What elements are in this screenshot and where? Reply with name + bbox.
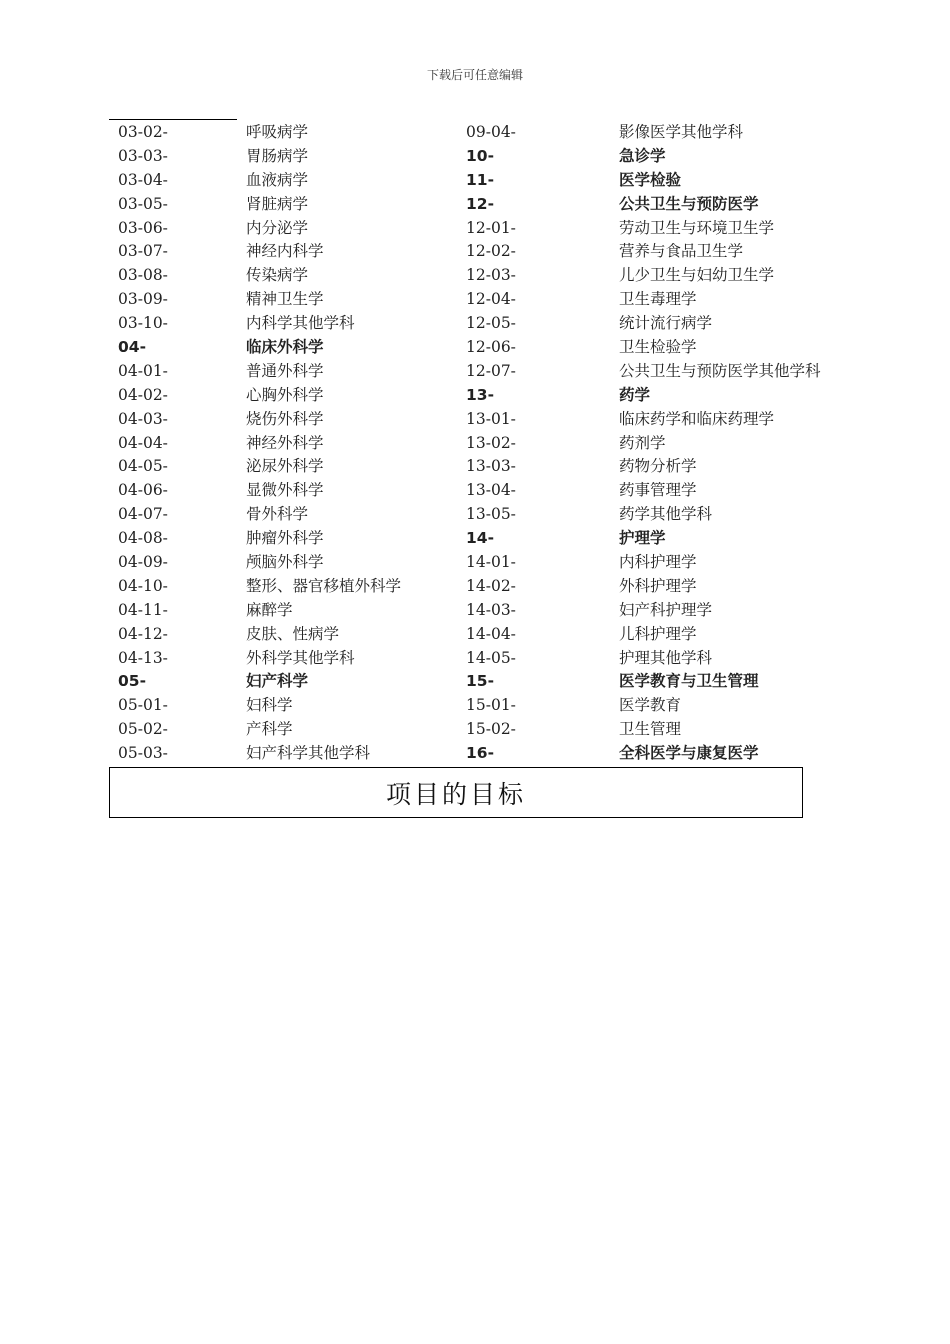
discipline-row — [466, 408, 886, 432]
discipline-code: 14-02- — [466, 576, 516, 595]
discipline-code: 04-09- — [118, 553, 168, 572]
discipline-code: 12- — [466, 194, 495, 213]
discipline-name: 显微外科学 — [246, 481, 324, 500]
discipline-name: 影像医学其他学科 — [619, 123, 744, 141]
discipline-row — [118, 169, 448, 193]
discipline-code: 04-05- — [118, 457, 168, 476]
discipline-row — [118, 623, 448, 647]
category-row — [118, 670, 448, 694]
discipline-name: 精神卫生学 — [246, 290, 324, 309]
discipline-name: 内分泌学 — [246, 218, 309, 237]
discipline-code: 12-01- — [466, 218, 516, 237]
category-row — [118, 336, 448, 360]
discipline-code: 05-01- — [118, 696, 168, 715]
discipline-code: 12-02- — [466, 242, 516, 261]
discipline-name: 全科医学与康复医学 — [619, 744, 759, 763]
discipline-name: 胃肠病学 — [246, 146, 309, 165]
discipline-name: 外科学其他学科 — [246, 648, 355, 667]
discipline-name: 药剂学 — [619, 433, 666, 452]
discipline-name: 心胸外科学 — [246, 385, 324, 404]
discipline-row — [118, 742, 448, 766]
discipline-row — [118, 312, 448, 336]
discipline-name: 肿瘤外科学 — [246, 529, 324, 548]
discipline-code: 14-01- — [466, 553, 516, 572]
discipline-code: 16- — [466, 744, 495, 763]
discipline-row — [466, 503, 886, 527]
discipline-row — [466, 551, 886, 575]
discipline-name: 临床药学和临床药理学 — [619, 409, 775, 428]
discipline-name: 卫生毒理学 — [619, 290, 697, 309]
discipline-code: 14- — [466, 529, 495, 548]
discipline-name: 统计流行病学 — [619, 314, 713, 333]
discipline-name: 传染病学 — [246, 266, 309, 285]
discipline-code: 12-05- — [466, 314, 516, 333]
discipline-code: 04-06- — [118, 481, 168, 500]
discipline-code: 14-05- — [466, 648, 516, 667]
category-row — [466, 169, 886, 193]
discipline-code: 04-11- — [118, 600, 168, 619]
discipline-code: 03-04- — [118, 170, 168, 189]
discipline-row — [118, 551, 448, 575]
discipline-code: 03-05- — [118, 194, 168, 213]
discipline-code: 05- — [118, 672, 147, 691]
discipline-code: 04-12- — [118, 624, 168, 643]
discipline-code: 12-03- — [466, 266, 516, 285]
page-header: 下载后可任意编辑 — [426, 68, 523, 82]
discipline-row — [118, 408, 448, 432]
discipline-name: 颅脑外科学 — [246, 553, 324, 572]
discipline-code: 09-04- — [466, 123, 516, 141]
discipline-code: 04-08- — [118, 529, 168, 548]
discipline-name: 药学 — [619, 385, 651, 404]
discipline-row — [118, 647, 448, 671]
discipline-row — [466, 623, 886, 647]
discipline-row — [466, 240, 886, 264]
discipline-name: 药事管理学 — [619, 481, 697, 500]
discipline-code: 03-08- — [118, 266, 168, 285]
discipline-row — [118, 360, 448, 384]
discipline-row — [466, 647, 886, 671]
discipline-code: 10- — [466, 146, 495, 165]
discipline-code: 03-07- — [118, 242, 168, 261]
discipline-row — [118, 384, 448, 408]
discipline-name: 儿科护理学 — [619, 624, 697, 643]
discipline-row — [466, 121, 886, 145]
discipline-name: 外科护理学 — [619, 576, 697, 595]
category-row — [466, 670, 886, 694]
discipline-row — [466, 718, 886, 742]
discipline-code: 05-03- — [118, 744, 168, 763]
discipline-row — [466, 479, 886, 503]
discipline-row — [466, 217, 886, 241]
discipline-name: 骨外科学 — [246, 505, 309, 524]
discipline-name: 妇产科学 — [246, 672, 309, 691]
discipline-row — [118, 193, 448, 217]
discipline-name: 神经内科学 — [246, 242, 324, 261]
discipline-row — [118, 479, 448, 503]
discipline-name: 医学教育与卫生管理 — [619, 672, 759, 691]
discipline-row — [118, 694, 448, 718]
discipline-name: 泌尿外科学 — [246, 457, 324, 476]
discipline-code: 04-07- — [118, 505, 168, 524]
discipline-code: 04-01- — [118, 361, 168, 380]
discipline-row — [466, 360, 886, 384]
discipline-code: 04-13- — [118, 648, 168, 667]
discipline-name: 妇产科护理学 — [619, 600, 713, 619]
discipline-name: 临床外科学 — [246, 338, 324, 357]
discipline-list-right — [466, 121, 886, 766]
discipline-code: 04- — [118, 338, 147, 357]
discipline-row — [466, 575, 886, 599]
discipline-name: 医学检验 — [619, 170, 682, 189]
discipline-row — [466, 694, 886, 718]
discipline-name: 卫生管理 — [619, 720, 682, 739]
discipline-name: 肾脏病学 — [246, 194, 309, 213]
discipline-code: 13-02- — [466, 433, 516, 452]
discipline-code: 12-06- — [466, 338, 516, 357]
discipline-name: 血液病学 — [246, 170, 309, 189]
category-row — [466, 145, 886, 169]
discipline-row — [118, 575, 448, 599]
discipline-name: 烧伤外科学 — [246, 409, 324, 428]
category-row — [466, 527, 886, 551]
discipline-name: 公共卫生与预防医学 — [619, 194, 759, 213]
category-row — [466, 742, 886, 766]
discipline-row — [466, 336, 886, 360]
discipline-name: 药学其他学科 — [619, 505, 713, 524]
discipline-row — [466, 312, 886, 336]
discipline-row — [466, 264, 886, 288]
discipline-row — [118, 527, 448, 551]
discipline-row — [118, 718, 448, 742]
discipline-code: 12-07- — [466, 361, 516, 380]
discipline-name: 呼吸病学 — [246, 123, 309, 141]
discipline-list-left — [118, 121, 448, 766]
project-goal-box — [109, 767, 803, 818]
discipline-name: 产科学 — [246, 720, 293, 739]
discipline-code: 13-05- — [466, 505, 516, 524]
discipline-name: 护理学 — [619, 529, 666, 548]
discipline-row — [118, 121, 448, 145]
discipline-code: 03-09- — [118, 290, 168, 309]
discipline-row — [118, 145, 448, 169]
discipline-name: 劳动卫生与环境卫生学 — [619, 218, 775, 237]
discipline-name: 皮肤、性病学 — [246, 624, 340, 643]
discipline-name: 妇产科学其他学科 — [246, 744, 371, 763]
discipline-name: 神经外科学 — [246, 433, 324, 452]
discipline-name: 普通外科学 — [246, 361, 324, 380]
discipline-name: 卫生检验学 — [619, 338, 697, 357]
discipline-row — [118, 599, 448, 623]
discipline-name: 公共卫生与预防医学其他学科 — [619, 361, 821, 380]
discipline-code: 04-04- — [118, 433, 168, 452]
discipline-name: 麻醉学 — [246, 600, 293, 619]
discipline-row — [118, 288, 448, 312]
discipline-code: 11- — [466, 170, 495, 189]
discipline-row — [118, 432, 448, 456]
discipline-name: 药物分析学 — [619, 457, 697, 476]
discipline-row — [118, 240, 448, 264]
project-goal-title: 项目的目标 — [385, 779, 526, 809]
discipline-code: 13- — [466, 385, 495, 404]
discipline-row — [466, 455, 886, 479]
discipline-code: 15- — [466, 672, 495, 691]
discipline-code: 03-03- — [118, 146, 168, 165]
discipline-code: 13-04- — [466, 481, 516, 500]
discipline-name: 内科护理学 — [619, 553, 697, 572]
discipline-name: 医学教育 — [619, 696, 682, 715]
discipline-code: 03-06- — [118, 218, 168, 237]
category-row — [466, 193, 886, 217]
discipline-code: 05-02- — [118, 720, 168, 739]
discipline-code: 12-04- — [466, 290, 516, 309]
top-rule-divider — [109, 119, 237, 120]
discipline-code: 14-03- — [466, 600, 516, 619]
discipline-row — [118, 264, 448, 288]
discipline-code: 14-04- — [466, 624, 516, 643]
discipline-row — [118, 455, 448, 479]
discipline-row — [118, 217, 448, 241]
discipline-row — [466, 599, 886, 623]
discipline-name: 护理其他学科 — [619, 648, 713, 667]
discipline-name: 内科学其他学科 — [246, 314, 355, 333]
discipline-row — [466, 288, 886, 312]
discipline-row — [466, 432, 886, 456]
discipline-code: 15-02- — [466, 720, 516, 739]
discipline-code: 15-01- — [466, 696, 516, 715]
discipline-code: 04-02- — [118, 385, 168, 404]
discipline-code: 03-10- — [118, 314, 168, 333]
discipline-name: 急诊学 — [619, 146, 666, 165]
discipline-name: 妇科学 — [246, 696, 293, 715]
category-row — [466, 384, 886, 408]
discipline-name: 营养与食品卫生学 — [619, 242, 744, 261]
discipline-code: 13-03- — [466, 457, 516, 476]
discipline-name: 儿少卫生与妇幼卫生学 — [619, 266, 775, 285]
discipline-code: 03-02- — [118, 123, 168, 141]
discipline-row — [118, 503, 448, 527]
discipline-name: 整形、器官移植外科学 — [246, 576, 402, 595]
discipline-code: 04-10- — [118, 576, 168, 595]
discipline-code: 04-03- — [118, 409, 168, 428]
discipline-code: 13-01- — [466, 409, 516, 428]
